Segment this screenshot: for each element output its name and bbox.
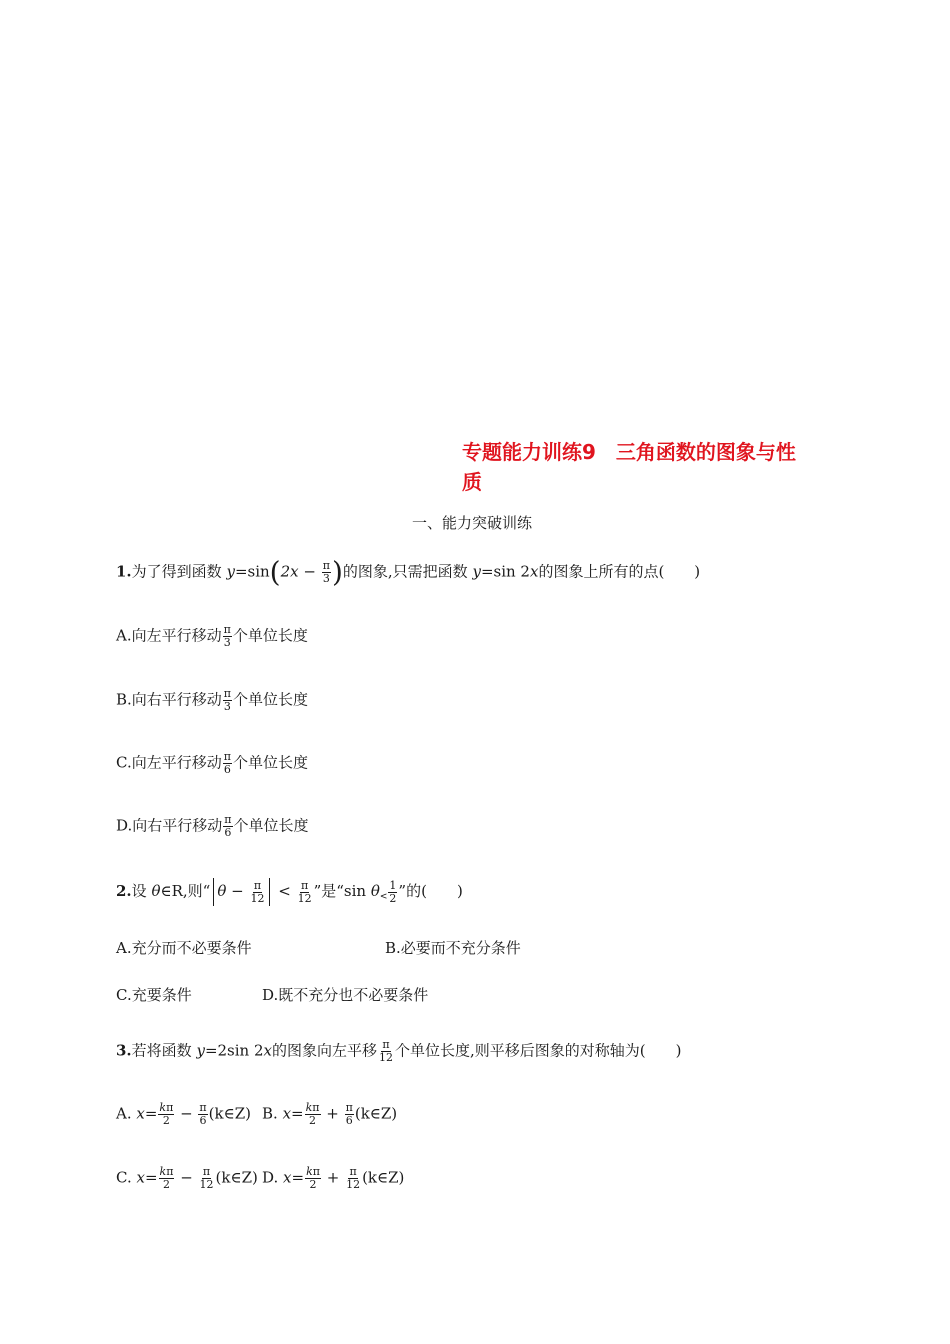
fraction: $\frac{1}{2}$ xyxy=(389,878,397,905)
paren-open: ( xyxy=(269,555,281,589)
fraction: $\frac{\pi}{6}$ xyxy=(224,813,232,839)
q3-option-a[interactable]: A. x= $\frac{k\pi}{2}$ − $\frac{\pi}{6}$ (k∈Z) xyxy=(116,1101,251,1127)
fraction: $\frac{\pi}{6}$ xyxy=(199,1101,207,1127)
fraction: $\frac{\pi}{12}$ xyxy=(379,1038,394,1064)
q2-option-d[interactable]: D.既不充分也不必要条件 xyxy=(262,986,429,1004)
q2-option-a[interactable]: A.充分而不必要条件 xyxy=(116,939,252,957)
fraction: $\frac{\pi}{12}$ xyxy=(199,1165,214,1191)
section-heading: 一、能力突破训练 xyxy=(412,514,533,532)
page-title-line-2: 质 xyxy=(462,470,482,494)
question-1: 1.为了得到函数 y=sin(2x − $\frac{\pi}{3}$ )的图象,只需把函数 y=sin 2x的图象上所有的点( ) xyxy=(116,555,701,589)
fraction: $\frac{\pi}{12}$ xyxy=(297,878,312,905)
q3-option-d[interactable]: D. x= $\frac{k\pi}{2}$ + $\frac{\pi}{12}$ (k∈Z) xyxy=(262,1165,405,1191)
question-number: 2. xyxy=(116,882,132,900)
q1-option-d[interactable]: D.向右平行移动 $\frac{\pi}{6}$ 个单位长度 xyxy=(116,813,309,839)
fraction: $\frac{k\pi}{2}$ xyxy=(159,1101,174,1127)
fraction: $\frac{\pi}{12}$ xyxy=(346,1165,361,1191)
fraction: $\frac{\pi}{6}$ xyxy=(345,1101,353,1127)
q2-option-c[interactable]: C.充要条件 xyxy=(116,986,192,1004)
q3-option-b[interactable]: B. x= $\frac{k\pi}{2}$ + $\frac{\pi}{6}$ (k∈Z) xyxy=(262,1101,398,1127)
fraction: $\frac{k\pi}{2}$ xyxy=(306,1165,320,1191)
fraction: $\frac{\pi}{3}$ xyxy=(223,687,232,713)
q3-option-c[interactable]: C. x= $\frac{k\pi}{2}$ − $\frac{\pi}{12}$ (k∈Z) xyxy=(116,1165,258,1191)
q2-option-b[interactable]: B.必要而不充分条件 xyxy=(385,939,521,957)
q1-option-c[interactable]: C.向左平行移动 $\frac{\pi}{6}$ 个单位长度 xyxy=(116,750,308,776)
fraction: $\frac{\pi}{6}$ xyxy=(223,750,231,776)
fraction: $\frac{\pi}{3}$ xyxy=(322,559,330,585)
question-number: 1. xyxy=(116,562,132,581)
abs-bar-left xyxy=(213,878,214,906)
fraction: $\frac{k\pi}{2}$ xyxy=(305,1101,320,1127)
question-3: 3.若将函数 y=2sin 2x的图象向左平移 $\frac{\pi}{12}$ 个单位长度,则平移后图象的对称轴为( ) xyxy=(116,1038,682,1064)
page-title-line-1: 专题能力训练9 三角函数的图象与性 xyxy=(462,440,796,464)
abs-bar-right xyxy=(269,878,270,906)
question-2: 2.设 θ∈R,则“ θ − $\frac{\pi}{12}$ < $\frac{\pi}{12}$ ”是“sin $\theta_<$ $\frac{1}{2}$ ”的( ) xyxy=(116,878,463,905)
question-number: 3. xyxy=(116,1041,132,1060)
fraction: $\frac{k\pi}{2}$ xyxy=(159,1165,174,1191)
q1-option-b[interactable]: B.向右平行移动 $\frac{\pi}{3}$ 个单位长度 xyxy=(116,687,309,713)
q1-option-a[interactable]: A.向左平行移动 $\frac{\pi}{3}$ 个单位长度 xyxy=(116,623,308,649)
fraction: $\frac{\pi}{3}$ xyxy=(223,623,231,649)
paren-close: ) xyxy=(331,555,343,589)
fraction: $\frac{\pi}{12}$ xyxy=(250,878,265,905)
